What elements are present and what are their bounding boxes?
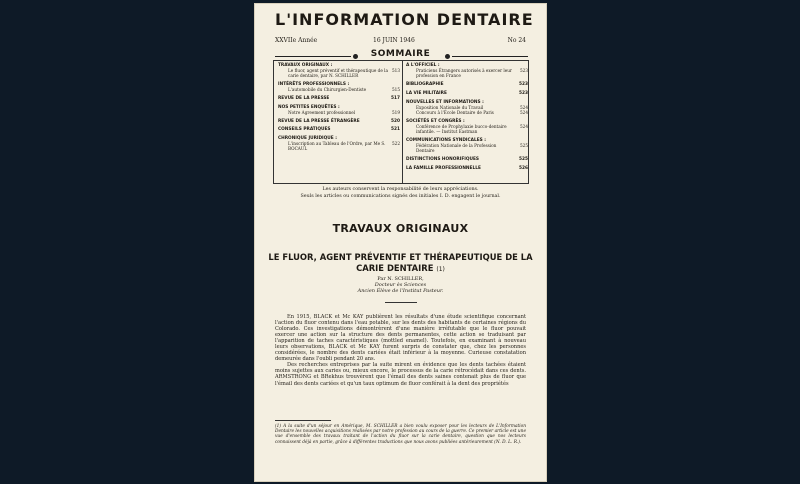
journal-page <box>254 3 547 482</box>
toc-page-number: 524 <box>520 104 528 110</box>
toc-entry-title: Exposition Nationale du Travail <box>416 104 484 110</box>
table-of-contents <box>273 60 529 184</box>
issue-year: XXVIIe Année <box>275 37 318 44</box>
toc-page-number: 517 <box>391 96 400 102</box>
sommaire-title: SOMMAIRE <box>370 49 431 59</box>
toc-entry <box>406 143 528 153</box>
toc-page-number: 525 <box>519 156 528 162</box>
toc-entry-title: NOUVELLES ET INFORMATIONS : <box>406 99 484 105</box>
toc-section <box>406 157 528 162</box>
contents-column-divider <box>402 61 403 183</box>
toc-page-number: 524 <box>520 123 528 129</box>
toc-entry <box>278 87 400 92</box>
toc-entry <box>278 110 400 115</box>
toc-entry-title: TRAVAUX ORIGINAUX : <box>278 63 333 68</box>
toc-entry-title: LA VIE MILITAIRE <box>406 90 447 96</box>
toc-section <box>278 119 400 124</box>
toc-page-number: 521 <box>391 127 400 133</box>
toc-page-number: 519 <box>392 109 400 115</box>
contents-right-column <box>406 63 528 171</box>
toc-entry-title: LA FAMILLE PROFESSIONNELLE <box>406 165 481 171</box>
toc-page-number: 525 <box>520 142 528 148</box>
author: Par N. SCHILLER, <box>377 276 424 282</box>
notice-line: Les auteurs conservent la responsabilité de leurs appréciations. <box>322 187 479 192</box>
article-body <box>275 314 526 387</box>
author-credential: Ancien Élève de l'Institut Pasteur. <box>357 288 444 294</box>
sommaire-dot-right <box>445 54 450 59</box>
sommaire-rule-right <box>452 56 528 57</box>
toc-entry-title: A L'OFFICIEL : <box>406 63 440 68</box>
toc-section <box>406 82 528 87</box>
author-credential: Docteur ès Sciences <box>374 282 427 288</box>
toc-page-number: 515 <box>392 87 400 93</box>
toc-entry-title: Le fluor, agent préventif et thérapeutique de la carie dentaire, par N. SCHILLER <box>288 68 389 79</box>
byline <box>255 276 546 294</box>
toc-entry-title: REVUE DE LA PRESSE <box>278 96 330 102</box>
toc-entry-title: DISTINCTIONS HONORIFIQUES <box>406 156 480 162</box>
toc-page-number: 523 <box>520 68 528 74</box>
toc-entry-title: REVUE DE LA PRESSE ÉTRANGÈRE <box>278 118 360 124</box>
footnote-rule <box>275 420 331 421</box>
toc-page-number: 523 <box>519 82 528 88</box>
toc-entry <box>278 68 400 78</box>
issue-number: No 24 <box>507 37 526 44</box>
editorial-notice <box>275 186 526 200</box>
toc-entry-title: Fédération Nationale de la Profession Dentaire <box>416 142 497 154</box>
toc-entry-title: COMMUNICATIONS SYNDICALES : <box>406 137 486 143</box>
toc-entry-title: Concours à l'École Dentaire de Paris <box>416 109 494 115</box>
toc-entry <box>406 68 528 78</box>
byline-rule <box>385 302 417 303</box>
toc-entry-title: CHRONIQUE JURIDIQUE : <box>278 136 337 142</box>
toc-entry-title: Conférence de Prophylaxie bucco-dentaire infantile. — Institut Eastman <box>416 123 507 135</box>
paragraph: Des recherches entreprises par la suite mirent en évidence que les dents tachées étaient moins sujettes aux caries ou, mieux encore, le processus de la carie rétrocédait dans ces dents. ARMSTRONG et BRekhus trouvèrent que l'émail des dents saines contenait plus de fluor que l'émail des dents cariées et qu'un taux optimum de fluor conférait à la dent des propriétés <box>275 362 526 387</box>
issue-date: 16 JUIN 1946 <box>373 37 415 44</box>
contents-left-column <box>278 63 400 152</box>
paragraph: En 1915, BLACK et Mc KAY publièrent les résultats d'une étude scientifique concernant l'action du fluor contenu dans l'eau potable, sur les dents des habitants de certaines régions du Colorado. Ces investigations démontrèrent d'une manière irréfutable que le fluor pouvait exercer une action sur la structure des dents permanentes, cette action se traduisant par l'apparition de taches caractéristiques (mottled enamel). Toutefois, en examinant à nouveau leurs observations, BLACK et Mc KAY furent surpris de constater que, chez les personnes considérées, le nombre des dents cariées était inférieur à la moyenne. Curieuse constatation demeurée dans l'oubli pendant 20 ans. <box>275 314 526 363</box>
toc-section <box>278 96 400 101</box>
toc-entry-title: NOS PETITES ENQUÊTES : <box>278 104 340 110</box>
toc-entry <box>406 124 528 134</box>
toc-page-number: 513 <box>392 68 400 74</box>
toc-entry <box>278 141 400 151</box>
toc-page-number: 524 <box>520 109 528 115</box>
footnote-mark: (1) <box>436 265 445 273</box>
notice-line: Seuls les articles ou communications signés des initiales I. D. engagent le journal. <box>300 194 501 199</box>
toc-page-number: 526 <box>519 165 528 171</box>
toc-entry-title: INTÉRÊTS PROFESSIONNELS : <box>278 82 350 88</box>
toc-entry-title: BIBLIOGRAPHIE <box>406 82 444 88</box>
toc-entry-title: SOCIÉTÉS ET CONGRÈS : <box>406 118 465 124</box>
section-heading: TRAVAUX ORIGINAUX <box>332 222 469 235</box>
toc-entry-title: Praticiens Étrangers autorisés à exercer leur profession en France <box>416 68 512 79</box>
issue-meta <box>275 37 526 47</box>
toc-page-number: 522 <box>392 141 400 147</box>
journal-title: L'INFORMATION DENTAIRE <box>275 10 534 29</box>
toc-section <box>278 127 400 132</box>
toc-entry <box>406 110 528 115</box>
article-title-text: LE FLUOR, AGENT PRÉVENTIF ET THÉRAPEUTIQUE DE LA CARIE DENTAIRE <box>268 252 533 273</box>
toc-entry-title: L'automobile du Chirurgien-Dentiste <box>288 87 367 93</box>
toc-section <box>406 166 528 171</box>
footnote: (1) A la suite d'un séjour en Amérique, M. SCHILLER a bien voulu exposer pour les lecteurs de L'Information Dentaire les nouvelles acquisitions réalisées par notre profession au cours de la guerre. Ce premier article est une vue d'ensemble des travaux traitant de l'action du fluor sur la carie dentaire, question que nos lecteurs connaissent déjà en partie, grâce à différentes traductions que nous avons publiées antérieurement (N. D. L. R.). <box>275 424 526 445</box>
toc-entry-title: CONSEILS PRATIQUES <box>278 127 331 133</box>
toc-page-number: 523 <box>519 90 528 96</box>
article-title <box>265 252 536 275</box>
toc-entry-title: L'inscription au Tableau de l'Ordre, par Me S. BOCAUL <box>288 141 386 152</box>
toc-entry-title: Notre Agreement professionnel <box>288 109 356 115</box>
toc-section <box>406 91 528 96</box>
toc-page-number: 520 <box>391 118 400 124</box>
